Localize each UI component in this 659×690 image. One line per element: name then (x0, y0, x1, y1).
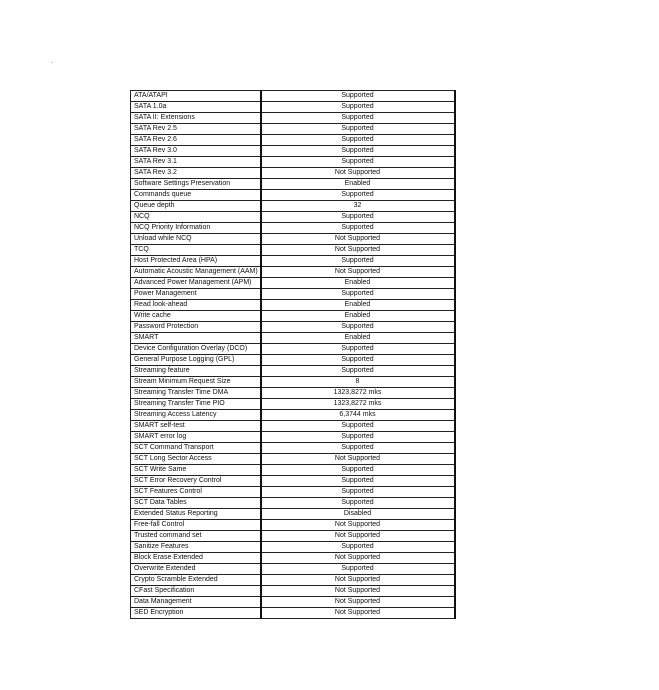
feature-name-cell: SCT Write Same (131, 465, 261, 476)
table-row (131, 575, 455, 586)
feature-name-cell: Power Management (131, 289, 261, 300)
table-row (131, 278, 455, 289)
feature-name-cell: SCT Data Tables (131, 498, 261, 509)
feature-name-cell: SATA Rev 2.5 (131, 124, 261, 135)
table-row (131, 289, 455, 300)
feature-name-cell: Device Configuration Overlay (DCO) (131, 344, 261, 355)
feature-name-cell: Advanced Power Management (APM) (131, 278, 261, 289)
table-row (131, 113, 455, 124)
feature-name-cell: Streaming Transfer Time PIO (131, 399, 261, 410)
feature-value-cell: Supported (261, 190, 455, 201)
table-row (131, 245, 455, 256)
feature-name-cell: SATA II: Extensions (131, 113, 261, 124)
table-row (131, 564, 455, 575)
feature-value-cell: Not Supported (261, 245, 455, 256)
table-row (131, 91, 455, 102)
table-row (131, 487, 455, 498)
feature-value-cell: Supported (261, 366, 455, 377)
table-row (131, 586, 455, 597)
feature-name-cell: SATA Rev 3.1 (131, 157, 261, 168)
feature-value-cell: Supported (261, 322, 455, 333)
feature-value-cell: Supported (261, 124, 455, 135)
feature-name-cell: Host Protected Area (HPA) (131, 256, 261, 267)
feature-value-cell: Supported (261, 421, 455, 432)
feature-name-cell: Write cache (131, 311, 261, 322)
feature-name-cell: SMART error log (131, 432, 261, 443)
table-row (131, 300, 455, 311)
feature-name-cell: SMART (131, 333, 261, 344)
table-row (131, 355, 455, 366)
drive-features-table-body (131, 91, 455, 619)
feature-name-cell: Trusted command set (131, 531, 261, 542)
feature-value-cell: Not Supported (261, 267, 455, 278)
table-row (131, 542, 455, 553)
table-row (131, 597, 455, 608)
feature-name-cell: Streaming Access Latency (131, 410, 261, 421)
feature-name-cell: SATA 1.0a (131, 102, 261, 113)
feature-name-cell: SCT Command Transport (131, 443, 261, 454)
feature-name-cell: Block Erase Extended (131, 553, 261, 564)
table-row (131, 190, 455, 201)
feature-name-cell: Overwrite Extended (131, 564, 261, 575)
feature-value-cell: Supported (261, 157, 455, 168)
feature-name-cell: NCQ (131, 212, 261, 223)
table-row (131, 223, 455, 234)
feature-value-cell: Supported (261, 542, 455, 553)
table-row (131, 146, 455, 157)
feature-value-cell: Supported (261, 289, 455, 300)
feature-name-cell: Data Management (131, 597, 261, 608)
feature-value-cell: 1323,8272 mks (261, 399, 455, 410)
feature-name-cell: Sanitize Features (131, 542, 261, 553)
feature-value-cell: Enabled (261, 179, 455, 190)
table-row (131, 344, 455, 355)
feature-value-cell: 6,3744 mks (261, 410, 455, 421)
table-row (131, 102, 455, 113)
feature-name-cell: Password Protection (131, 322, 261, 333)
feature-name-cell: Commands queue (131, 190, 261, 201)
feature-value-cell: Supported (261, 223, 455, 234)
feature-value-cell: Enabled (261, 278, 455, 289)
table-row (131, 476, 455, 487)
feature-name-cell: Streaming feature (131, 366, 261, 377)
feature-name-cell: Crypto Scramble Extended (131, 575, 261, 586)
feature-value-cell: Supported (261, 487, 455, 498)
table-row (131, 443, 455, 454)
feature-value-cell: Supported (261, 564, 455, 575)
feature-name-cell: SMART self-test (131, 421, 261, 432)
feature-value-cell: Not Supported (261, 531, 455, 542)
feature-value-cell: Not Supported (261, 586, 455, 597)
table-row (131, 135, 455, 146)
table-row (131, 377, 455, 388)
table-row (131, 157, 455, 168)
feature-name-cell: SCT Features Control (131, 487, 261, 498)
feature-name-cell: SCT Error Recovery Control (131, 476, 261, 487)
table-row (131, 531, 455, 542)
table-row (131, 399, 455, 410)
table-row (131, 168, 455, 179)
feature-name-cell: Automatic Acoustic Management (AAM) (131, 267, 261, 278)
table-row (131, 256, 455, 267)
feature-value-cell: Enabled (261, 300, 455, 311)
table-row (131, 553, 455, 564)
feature-name-cell: CFast Specification (131, 586, 261, 597)
feature-value-cell: Not Supported (261, 168, 455, 179)
feature-value-cell: Supported (261, 212, 455, 223)
feature-name-cell: SATA Rev 2.6 (131, 135, 261, 146)
table-row (131, 520, 455, 531)
feature-name-cell: Read look-ahead (131, 300, 261, 311)
feature-value-cell: Supported (261, 91, 455, 102)
feature-value-cell: Not Supported (261, 520, 455, 531)
feature-value-cell: Supported (261, 135, 455, 146)
feature-value-cell: Not Supported (261, 597, 455, 608)
page-mark: . (51, 58, 53, 65)
feature-value-cell: Not Supported (261, 553, 455, 564)
table-row (131, 333, 455, 344)
feature-value-cell: Not Supported (261, 608, 455, 619)
feature-value-cell: Disabled (261, 509, 455, 520)
table-row (131, 421, 455, 432)
drive-features-table-container (130, 92, 454, 650)
feature-value-cell: Supported (261, 432, 455, 443)
feature-value-cell: 32 (261, 201, 455, 212)
feature-value-cell: Enabled (261, 311, 455, 322)
table-row (131, 234, 455, 245)
feature-name-cell: NCQ Priority Information (131, 223, 261, 234)
feature-value-cell: Not Supported (261, 234, 455, 245)
table-row (131, 509, 455, 520)
feature-value-cell: Supported (261, 102, 455, 113)
table-row (131, 465, 455, 476)
table-row (131, 388, 455, 399)
feature-value-cell: Supported (261, 465, 455, 476)
table-row (131, 432, 455, 443)
feature-name-cell: Queue depth (131, 201, 261, 212)
feature-value-cell: 1323,8272 mks (261, 388, 455, 399)
feature-name-cell: Stream Minimum Request Size (131, 377, 261, 388)
feature-name-cell: SCT Long Sector Access (131, 454, 261, 465)
feature-value-cell: Supported (261, 443, 455, 454)
feature-name-cell: SED Encryption (131, 608, 261, 619)
feature-value-cell: Supported (261, 146, 455, 157)
feature-name-cell: ATA/ATAPI (131, 91, 261, 102)
feature-value-cell: Supported (261, 498, 455, 509)
feature-value-cell: Not Supported (261, 454, 455, 465)
feature-name-cell: Software Settings Preservation (131, 179, 261, 190)
feature-value-cell: Supported (261, 476, 455, 487)
feature-name-cell: Extended Status Reporting (131, 509, 261, 520)
feature-value-cell: Enabled (261, 333, 455, 344)
table-row (131, 608, 455, 619)
feature-value-cell: Not Supported (261, 575, 455, 586)
table-row (131, 311, 455, 322)
feature-value-cell: Supported (261, 344, 455, 355)
table-row (131, 410, 455, 421)
feature-value-cell: Supported (261, 355, 455, 366)
table-row (131, 498, 455, 509)
table-row (131, 366, 455, 377)
feature-value-cell: 8 (261, 377, 455, 388)
table-row (131, 201, 455, 212)
feature-name-cell: Streaming Transfer Time DMA (131, 388, 261, 399)
table-row (131, 179, 455, 190)
feature-name-cell: General Purpose Logging (GPL) (131, 355, 261, 366)
feature-name-cell: SATA Rev 3.2 (131, 168, 261, 179)
feature-name-cell: Unload while NCQ (131, 234, 261, 245)
table-row (131, 267, 455, 278)
table-row (131, 454, 455, 465)
feature-value-cell: Supported (261, 113, 455, 124)
table-row (131, 124, 455, 135)
drive-features-table (130, 90, 456, 619)
table-row (131, 322, 455, 333)
feature-value-cell: Supported (261, 256, 455, 267)
table-row (131, 212, 455, 223)
feature-name-cell: SATA Rev 3.0 (131, 146, 261, 157)
feature-name-cell: Free-fall Control (131, 520, 261, 531)
feature-name-cell: TCQ (131, 245, 261, 256)
